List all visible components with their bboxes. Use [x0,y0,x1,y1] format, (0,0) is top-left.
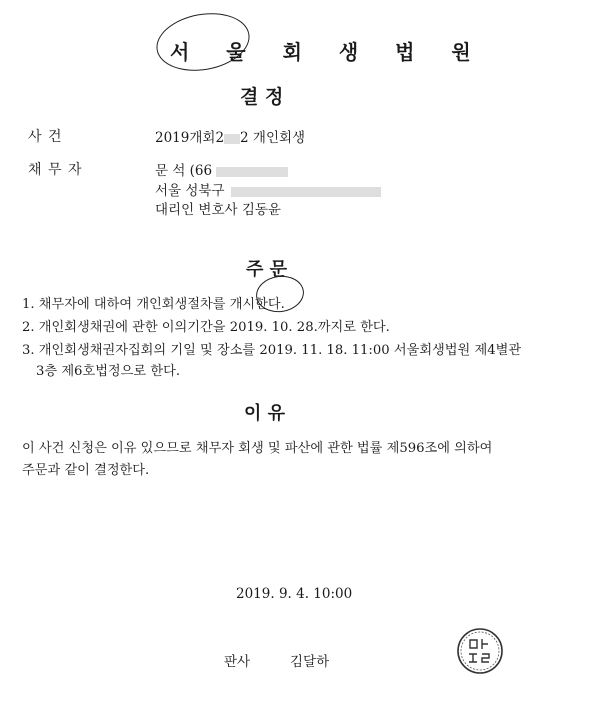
decision-date: 2019. 9. 4. 10:00 [236,586,353,602]
judge-title: 판사 [224,654,251,670]
order-item-2: 2. 개인회생채권에 관한 이의기간을 2019. 10. 28.까지로 한다. [22,320,390,335]
redaction-mark [216,167,288,177]
case-number-prefix: 2019개회2 [155,130,225,146]
reason-line-2: 주문과 같이 결정한다. [22,463,150,478]
judge-name: 김달하 [290,654,330,670]
reason-heading: 이 유 [244,403,286,424]
redaction-mark [231,187,381,197]
debtor-agent: 대리인 변호사 김동윤 [155,202,281,218]
order-item-3-continued: 3층 제6호법정으로 한다. [36,364,181,379]
order-item-1: 1. 채무자에 대하여 개인회생절차를 개시한다. [22,297,285,312]
case-number-suffix: 2 개인회생 [240,130,306,146]
debtor-address [155,179,381,199]
debtor-name [155,159,288,179]
court-name: 서 울 회 생 법 원 [170,40,486,64]
case-label: 사 건 [28,129,63,145]
document-type-title: 결 정 [240,86,284,108]
redaction-mark [224,134,240,144]
reason-line-1: 이 사건 신청은 이유 있으므로 채무자 회생 및 파산에 관한 법률 제596조에 의하여 [22,441,493,456]
order-heading: 주 문 [246,259,288,280]
debtor-label: 채 무 자 [28,162,83,178]
debtor-address-text: 서울 성북구 [155,183,225,199]
case-number [155,126,305,146]
debtor-name-text: 문 석 (66 [155,163,213,179]
judge-seal-stamp [455,626,505,676]
order-item-3: 3. 개인회생채권자집회의 기일 및 장소를 2019. 11. 18. 11:00 서울회생법원 제4별관 [22,343,522,358]
